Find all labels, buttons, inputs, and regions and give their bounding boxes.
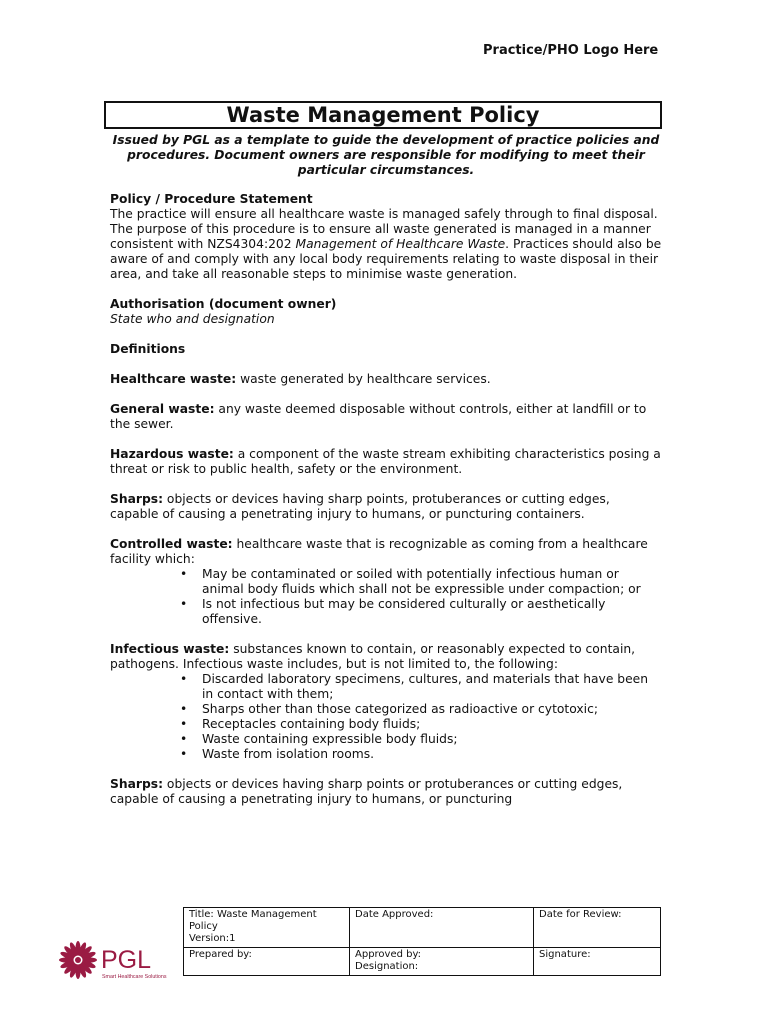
controlled-waste-list: [110, 567, 662, 627]
table-row: [184, 948, 661, 976]
list-item: • May be contaminated or soiled with potentially infectious human or animal body fluids which shall not be expressible under compaction; or: [180, 567, 641, 596]
prepared-by-cell: Prepared by:: [184, 948, 350, 976]
list-item: • Is not infectious but may be considered culturally or aesthetically offensive.: [180, 597, 606, 626]
bullet-icon: •: [180, 702, 188, 716]
list-item: • Waste from isolation rooms.: [180, 747, 375, 761]
pgl-logo-name: PGL: [101, 946, 152, 974]
bullet-icon: •: [180, 747, 188, 761]
bullet-icon: •: [180, 732, 188, 746]
definition-sharps: Sharps: objects or devices having sharp points, protuberances or cutting edges, capable of causing a penetrating injury to humans, or puncturing containers.: [110, 492, 610, 521]
document-body: [110, 133, 662, 807]
infectious-waste-list: [110, 672, 662, 762]
bullet-icon: •: [180, 672, 188, 686]
policy-heading: Policy / Procedure Statement: [110, 192, 313, 206]
issued-note: Issued by PGL as a template to guide the development of practice policies and procedures. Document owners are responsible for modifying to meet their particular circumstances.: [112, 133, 660, 177]
date-approved-cell: Date Approved:: [350, 908, 534, 948]
pgl-logo: [56, 938, 168, 982]
list-item: • Sharps other than those categorized as radioactive or cytotoxic;: [180, 702, 598, 716]
approved-by-cell: Approved by: Designation:: [350, 948, 534, 976]
authorisation-heading: Authorisation (document owner): [110, 297, 337, 311]
bullet-icon: •: [180, 567, 188, 581]
definitions-heading: Definitions: [110, 342, 186, 356]
list-item: • Discarded laboratory specimens, cultures, and materials that have been in contact with them;: [180, 672, 649, 701]
bullet-icon: •: [180, 717, 188, 731]
policy-statement: The practice will ensure all healthcare waste is managed safely through to final disposal. The purpose of this procedure is to ensure all waste generated is managed in a manner consistent with NZS4304:202 Management of Healthcare Waste. Practices should also be aware of and comply with any local body requirements relating to waste disposal in their area, and take all reasonable steps to minimise waste generation.: [110, 207, 662, 281]
definition-infectious-waste: Infectious waste: substances known to contain, or reasonably expected to contain, pathogens. Infectious waste includes, but is not limited to, the following:: [110, 642, 636, 671]
flower-icon: [59, 941, 97, 979]
definition-sharps-repeat: Sharps: objects or devices having sharp points or protuberances or cutting edges, capable of causing a penetrating injury to humans, or puncturing: [110, 777, 623, 806]
pgl-logo-tagline: Smart Healthcare Solutions: [102, 974, 167, 980]
document-control-table: [183, 907, 661, 976]
signature-cell: Signature:: [534, 948, 661, 976]
list-item: • Receptacles containing body fluids;: [180, 717, 421, 731]
definition-general-waste: General waste: any waste deemed disposable without controls, either at landfill or to the sewer.: [110, 402, 647, 431]
table-row: [184, 908, 661, 948]
logo-placeholder-text: Practice/PHO Logo Here: [483, 43, 659, 58]
definition-healthcare-waste: Healthcare waste: waste generated by healthcare services.: [110, 372, 491, 386]
date-review-cell: Date for Review:: [534, 908, 661, 948]
bullet-icon: •: [180, 597, 188, 611]
document-title: Waste Management Policy: [104, 101, 662, 129]
definition-hazardous-waste: Hazardous waste: a component of the waste stream exhibiting characteristics posing a threat or risk to public health, safety or the environment.: [110, 447, 661, 476]
authorisation-text: State who and designation: [110, 312, 275, 326]
definition-controlled-waste: Controlled waste: healthcare waste that is recognizable as coming from a healthcare facility which:: [110, 537, 648, 566]
title-cell: Title: Waste Management Policy Version:1: [184, 908, 350, 948]
list-item: • Waste containing expressible body fluids;: [180, 732, 458, 746]
